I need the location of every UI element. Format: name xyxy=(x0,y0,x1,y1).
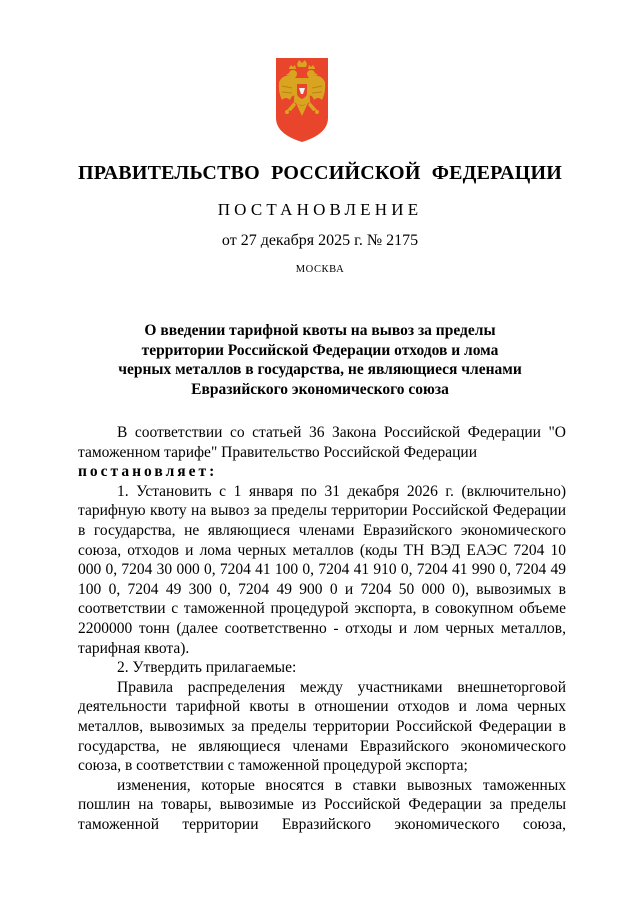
title-line: черных металлов в государства, не являющиеся членами xyxy=(118,361,522,378)
paragraph-2: 2. Утвердить прилагаемые: xyxy=(117,659,297,677)
document-city: МОСКВА xyxy=(295,264,345,275)
paragraph-3: Правила распределения между участниками внешнеторговой деятельности тарифной квоты в отношении отходов и лома черных металлов, вывозимых за пределы территории Российской Федерации в государства, не являющиеся членами Евразийского экономического союза, в соответствии с таможенной процедурой экспорта; xyxy=(78,678,566,775)
paragraph-4: изменения, которые вносятся в ставки вывозных таможенных пошлин на товары, вывозимые из Российской Федерации за пределы таможенной территории Евразийского экономического союза, xyxy=(78,776,566,833)
organization-heading: ПРАВИТЕЛЬСТВО РОССИЙСКОЙ ФЕДЕРАЦИИ xyxy=(78,162,562,184)
title-line: О введении тарифной квоты на вывоз за пределы xyxy=(144,322,496,339)
decree-word: постановляет: xyxy=(78,463,218,481)
paragraph-1: 1. Установить с 1 января по 31 декабря 2026 г. (включительно) тарифную квоту на вывоз за пределы территории Российской Федерации в государства, не являющиеся членами Евразийского экономического союза, отходов и лома черных металлов (коды ТН ВЭД ЕАЭС 7204 10 000 0, 7204 30 000 0, 7204 41 100 0, 7204 41 910 0, 7204 41 990 0, 7204 49 100 0, 7204 49 300 0, 7204 49 900 0 и 7204 50 000 0), вывозимых в соответствии с таможенной процедурой экспорта, в совокупном объеме 2200000 тонн (далее соответственно - отходы и лом черных металлов, тарифная квота). xyxy=(78,482,566,657)
document-body xyxy=(78,423,566,834)
document-type: ПОСТАНОВЛЕНИЕ xyxy=(217,200,423,219)
document-title xyxy=(110,321,530,399)
coat-of-arms-icon xyxy=(274,56,330,144)
intro-paragraph: В соответствии со статьей 36 Закона Российской Федерации "О таможенном тарифе" Правительство Российской Федерации xyxy=(78,424,566,461)
title-line: Евразийского экономического союза xyxy=(191,380,449,398)
document-date-number: от 27 декабря 2025 г. № 2175 xyxy=(221,232,419,249)
title-line: территории Российской Федерации отходов и лома xyxy=(141,341,499,359)
